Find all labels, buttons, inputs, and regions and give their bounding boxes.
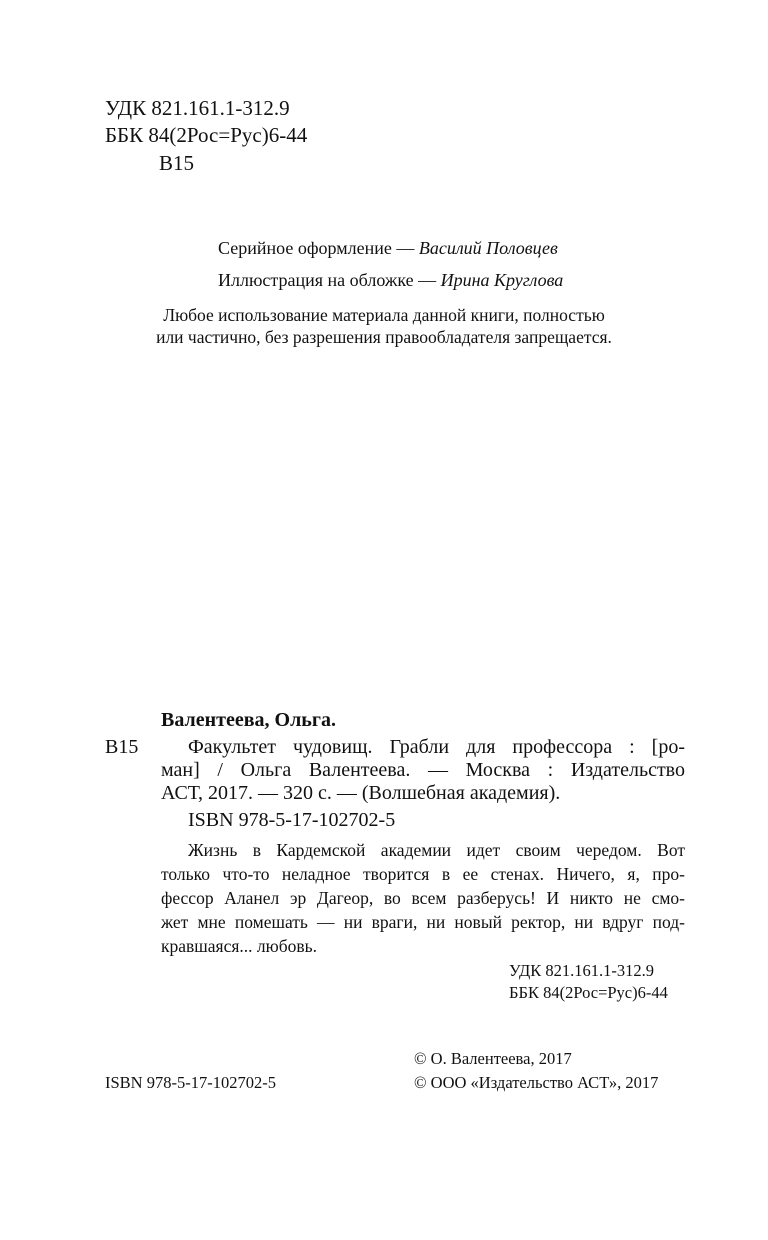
bbk-code: ББК 84(2Рос=Рус)6-44 [105, 123, 308, 147]
footer-isbn: ISBN 978-5-17-102702-5 [105, 1073, 276, 1092]
udk-code: УДК 821.161.1-312.9 [105, 96, 290, 120]
abstract-line-1: Жизнь в Кардемской академии идет своим чередом. Вот [188, 840, 685, 860]
copyright-author: © О. Валентеева, 2017 [414, 1049, 572, 1068]
series-design-credit [218, 236, 558, 260]
abstract-line-3: фессор Аланел эр Дагеор, во всем разберусь! И никто не смо- [161, 888, 685, 908]
series-design-label: Серийное оформление — [218, 238, 419, 258]
cover-illustration-credit [218, 268, 563, 292]
annotation-udk-code: УДК 821.161.1-312.9 [509, 961, 655, 980]
annotation-description-line-1: Факультет чудовищ. Грабли для профессора : [ро- [188, 736, 685, 758]
cover-illustration-label: Иллюстрация на обложке — [218, 270, 441, 290]
annotation-isbn: ISBN 978-5-17-102702-5 [188, 809, 396, 831]
series-designer-name: Василий Половцев [418, 238, 558, 258]
annotation-author: Валентеева, Ольга. [161, 709, 336, 731]
author-mark: В15 [159, 151, 195, 175]
abstract-line-2: только что-то неладное творится в ее стенах. Ничего, я, про- [161, 864, 685, 884]
annotation-bbk-code: ББК 84(2Рос=Рус)6-44 [509, 983, 668, 1002]
copyright-notice-line-1: Любое использование материала данной книги, полностью [163, 305, 605, 325]
copyright-publisher: © ООО «Издательство АСТ», 2017 [414, 1073, 659, 1092]
abstract-line-4: жет мне помешать — ни враги, ни новый ректор, ни вдруг под- [161, 912, 685, 932]
annotation-mark: В15 [105, 736, 139, 758]
cover-illustrator-name: Ирина Круглова [440, 270, 564, 290]
annotation-description-line-2: ман] / Ольга Валентеева. — Москва : Издательство [161, 759, 685, 781]
annotation-description-line-3: АСТ, 2017. — 320 с. — (Волшебная академия). [161, 782, 561, 804]
abstract-line-5: кравшаяся... любовь. [161, 936, 317, 956]
copyright-notice-line-2: или частично, без разрешения правообладателя запрещается. [156, 327, 612, 347]
